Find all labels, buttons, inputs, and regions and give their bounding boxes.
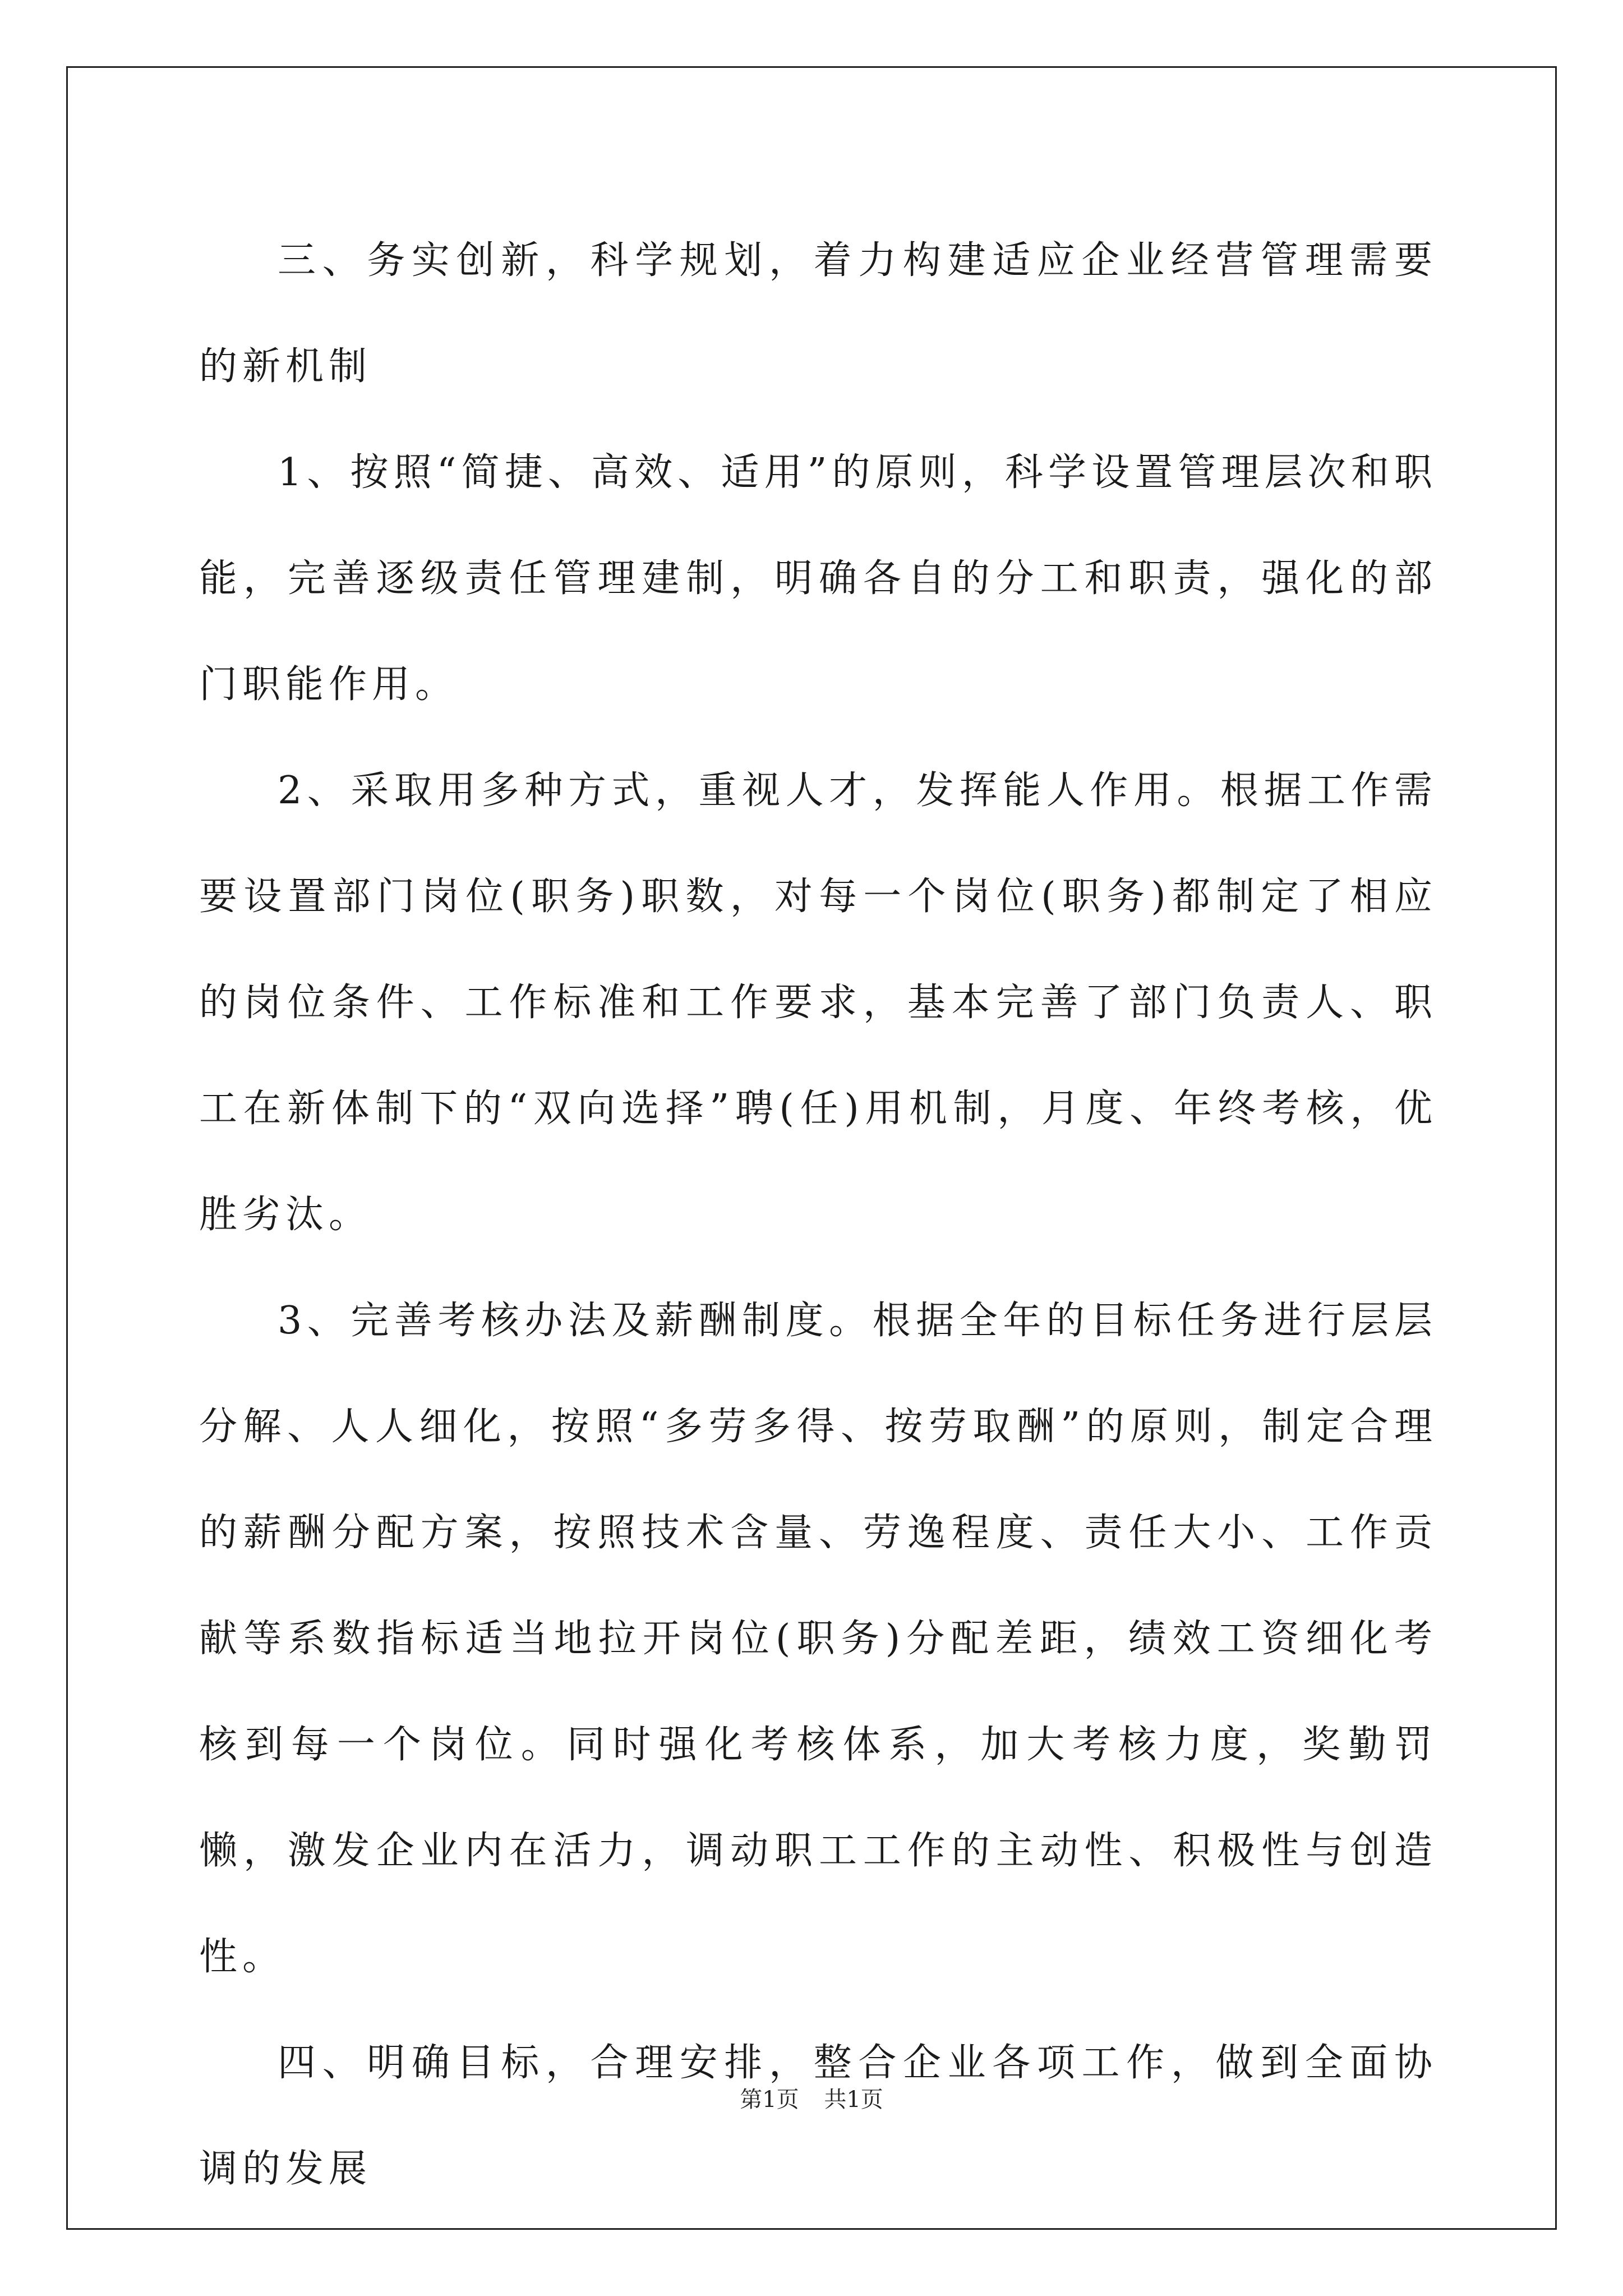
section-heading-three: 三、务实创新，科学规划，着力构建适应企业经营管理需要的新机制 (199, 238, 1437, 389)
paragraph-item-2: 2、采取用多种方式，重视人才，发挥能人作用。根据工作需要设置部门岗位(职务)职数，对每一个岗位(职务)都制定了相应的岗位条件、工作标准和工作要求，基本完善了部门负责人、职工在新体制下的“双向选择”聘(任)用机制，月度、年终考核，优胜劣汰。 (199, 769, 1437, 1237)
section-heading-four: 四、明确目标，合理安排，整合企业各项工作，做到全面协调的发展 (199, 2041, 1437, 2191)
paragraph-item-3: 3、完善考核办法及薪酬制度。根据全年的目标任务进行层层分解、人人细化，按照“多劳多得、按劳取酬”的原则，制定合理的薪酬分配方案，按照技术含量、劳逸程度、责任大小、工作贡献等系数指标适当地拉开岗位(职务)分配差距，绩效工资细化考核到每一个岗位。同时强化考核体系，加大考核力度，奖勤罚懒，激发企业内在活力，调动职工工作的主动性、积极性与创造性。 (199, 1299, 1437, 1979)
paragraph-item-1: 1、按照“简捷、高效、适用”的原则，科学设置管理层次和职能，完善逐级责任管理建制，明确各自的分工和职责，强化的部门职能作用。 (199, 450, 1437, 707)
page-total: 共1页 (824, 2087, 883, 2113)
document-body (199, 208, 1437, 2222)
page-number: 第1页 (740, 2087, 799, 2113)
page-footer (0, 2086, 1623, 2114)
